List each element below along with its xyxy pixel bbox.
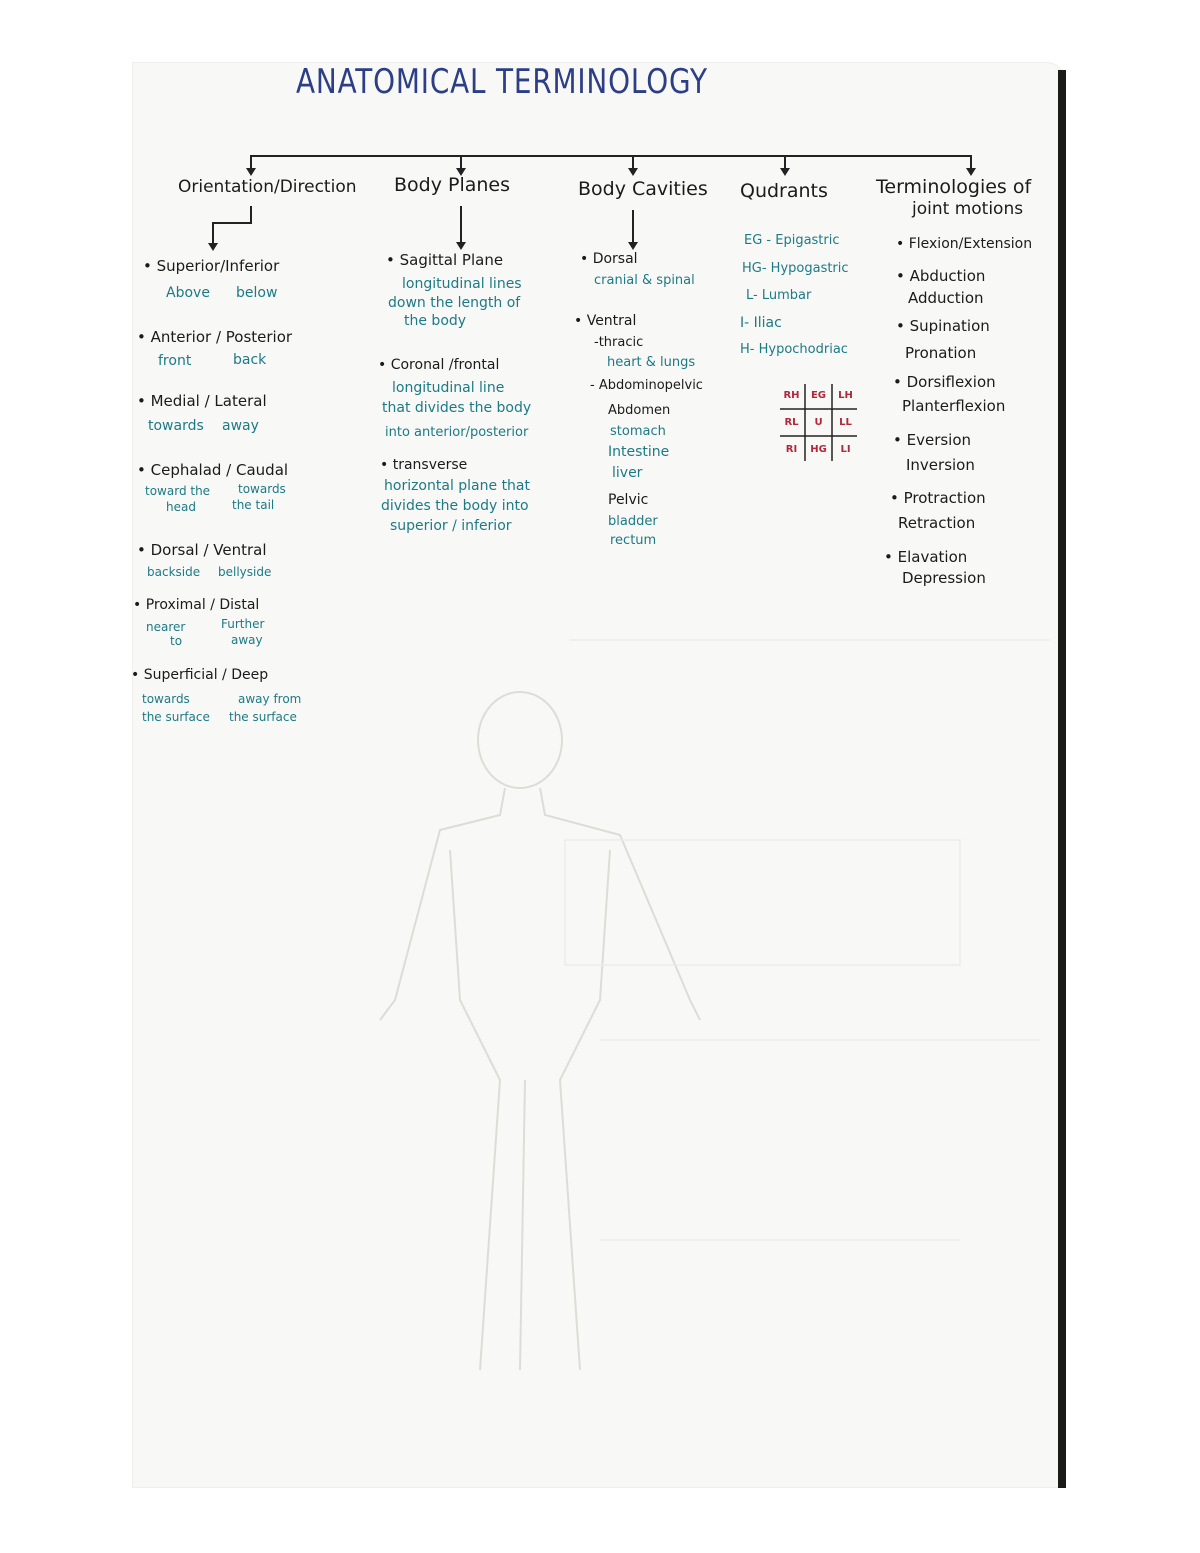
arrow-cavities <box>628 168 638 176</box>
quadrant-2: HG- Hypogastric <box>742 261 849 276</box>
cavity-stomach: stomach <box>610 424 666 439</box>
arrow-orientation <box>246 168 256 176</box>
orientation-item-4-a2: head <box>166 500 196 514</box>
orientation-item-4-b2: the tail <box>232 498 275 512</box>
joint-4b: Planterflexion <box>902 397 1006 415</box>
grid-cell-rh: RH <box>783 390 800 401</box>
orientation-subconnector-h <box>212 222 252 224</box>
grid-cell-li: LI <box>840 444 851 455</box>
orientation-subconnector-down <box>212 222 214 244</box>
quadrant-3: L- Lumbar <box>746 288 812 303</box>
orientation-item-5: • Dorsal / Ventral <box>137 541 267 559</box>
header-orientation: Orientation/Direction <box>178 177 357 197</box>
grid-cell-u: U <box>814 417 823 428</box>
orientation-item-1: • Superior/Inferior <box>143 257 280 275</box>
orientation-item-7-b1: away from <box>238 692 302 706</box>
plane-2-desc-2: that divides the body <box>382 400 532 416</box>
orientation-item-6-a1: nearer <box>146 620 186 634</box>
orientation-item-7: • Superficial / Deep <box>131 667 269 683</box>
quadrant-5: H- Hypochodriac <box>740 342 848 357</box>
orientation-item-2: • Anterior / Posterior <box>137 328 293 346</box>
joint-2b: Adduction <box>908 289 984 307</box>
plane-1-desc-2: down the length of <box>388 295 521 311</box>
connector-orientation <box>250 155 252 169</box>
orientation-item-5-a: backside <box>147 565 201 579</box>
joint-4a: • Dorsiflexion <box>893 373 996 391</box>
header-joint-motions-2: joint motions <box>912 199 1024 219</box>
orientation-item-2-a: front <box>158 353 192 369</box>
orientation-item-3-a: towards <box>148 418 204 434</box>
planes-subconnector <box>460 206 462 242</box>
grid-cell-ll: LL <box>839 417 852 428</box>
cavity-2-thoracic-desc: heart & lungs <box>607 355 696 370</box>
joint-6b: Retraction <box>898 514 976 532</box>
grid-cell-hg: HG <box>810 444 827 455</box>
joint-5b: Inversion <box>906 456 975 474</box>
plane-3-desc-3: superior / inferior <box>390 518 512 534</box>
orientation-item-7-a1: towards <box>142 692 190 706</box>
cavity-2-abdominopelvic: - Abdominopelvic <box>590 378 703 393</box>
grid-cell-rl: RL <box>784 417 799 428</box>
orientation-item-5-b: bellyside <box>218 565 272 579</box>
arrow-planes-sub <box>456 242 466 250</box>
joint-7b: Depression <box>902 569 986 587</box>
connector-joints <box>970 155 972 169</box>
plane-1-desc-1: longitudinal lines <box>402 276 522 292</box>
plane-3-desc-1: horizontal plane that <box>384 478 531 494</box>
joint-5a: • Eversion <box>893 431 972 449</box>
quadrant-1: EG - Epigastric <box>744 233 840 248</box>
connector-quadrants <box>784 155 786 169</box>
connector-cavities <box>632 155 634 169</box>
orientation-item-6: • Proximal / Distal <box>133 597 260 613</box>
plane-2: • Coronal /frontal <box>378 357 500 373</box>
page-title: ANATOMICAL TERMINOLOGY <box>296 62 708 102</box>
orientation-item-6-b2: away <box>231 633 263 647</box>
header-body-cavities: Body Cavities <box>578 178 708 200</box>
cavity-2-thoracic: -thracic <box>594 335 644 350</box>
header-quadrants: Qudrants <box>740 180 828 202</box>
header-body-planes: Body Planes <box>394 174 511 196</box>
plane-2-desc-1: longitudinal line <box>392 380 505 396</box>
plane-2-desc-3: into anterior/posterior <box>385 425 529 440</box>
joint-1: • Flexion/Extension <box>896 236 1033 252</box>
page-edge <box>1058 70 1066 1488</box>
orientation-item-4-a1: toward the <box>145 484 211 498</box>
orientation-item-6-b1: Further <box>221 617 265 631</box>
connector-planes <box>460 155 462 169</box>
cavity-intestine: Intestine <box>608 444 670 460</box>
connector-horizontal <box>250 155 972 157</box>
cavity-2: • Ventral <box>574 313 637 329</box>
orientation-item-3-b: away <box>222 418 259 434</box>
joint-2a: • Abduction <box>896 267 986 285</box>
arrow-orientation-sub <box>208 243 218 251</box>
quadrant-4: I- Iliac <box>740 315 782 331</box>
grid-cell-ri: RI <box>785 444 798 455</box>
cavities-subconnector <box>632 210 634 242</box>
quadrant-grid <box>778 382 859 463</box>
orientation-subconnector <box>250 206 252 222</box>
joint-6a: • Protraction <box>890 489 986 507</box>
cavity-liver: liver <box>612 465 643 481</box>
orientation-item-1-a: Above <box>166 285 210 301</box>
orientation-item-3: • Medial / Lateral <box>137 392 267 410</box>
cavity-1: • Dorsal <box>580 251 638 267</box>
orientation-item-4-b1: towards <box>238 482 286 496</box>
joint-7a: • Elavation <box>884 548 968 566</box>
grid-cell-lh: LH <box>838 390 853 401</box>
joint-3b: Pronation <box>905 344 977 362</box>
cavity-bladder: bladder <box>608 514 658 529</box>
plane-1-desc-3: the body <box>404 313 467 329</box>
orientation-item-6-a2: to <box>170 634 183 648</box>
cavity-1-desc: cranial & spinal <box>594 273 695 288</box>
grid-cell-eg: EG <box>810 390 827 401</box>
plane-3-desc-2: divides the body into <box>381 498 529 514</box>
plane-3: • transverse <box>380 457 468 473</box>
header-joint-motions-1: Terminologies of <box>876 176 1032 198</box>
arrow-joints <box>966 168 976 176</box>
plane-1: • Sagittal Plane <box>386 251 504 269</box>
orientation-item-7-a2: the surface <box>142 710 210 724</box>
arrow-cavities-sub <box>628 242 638 250</box>
cavity-pelvic: Pelvic <box>608 492 649 508</box>
joint-3a: • Supination <box>896 317 990 335</box>
orientation-item-2-b: back <box>233 352 267 368</box>
cavity-abdomen: Abdomen <box>608 403 671 418</box>
cavity-rectum: rectum <box>610 533 657 548</box>
orientation-item-4: • Cephalad / Caudal <box>137 461 289 479</box>
orientation-item-7-b2: the surface <box>229 710 297 724</box>
orientation-item-1-b: below <box>236 285 278 301</box>
arrow-quadrants <box>780 168 790 176</box>
